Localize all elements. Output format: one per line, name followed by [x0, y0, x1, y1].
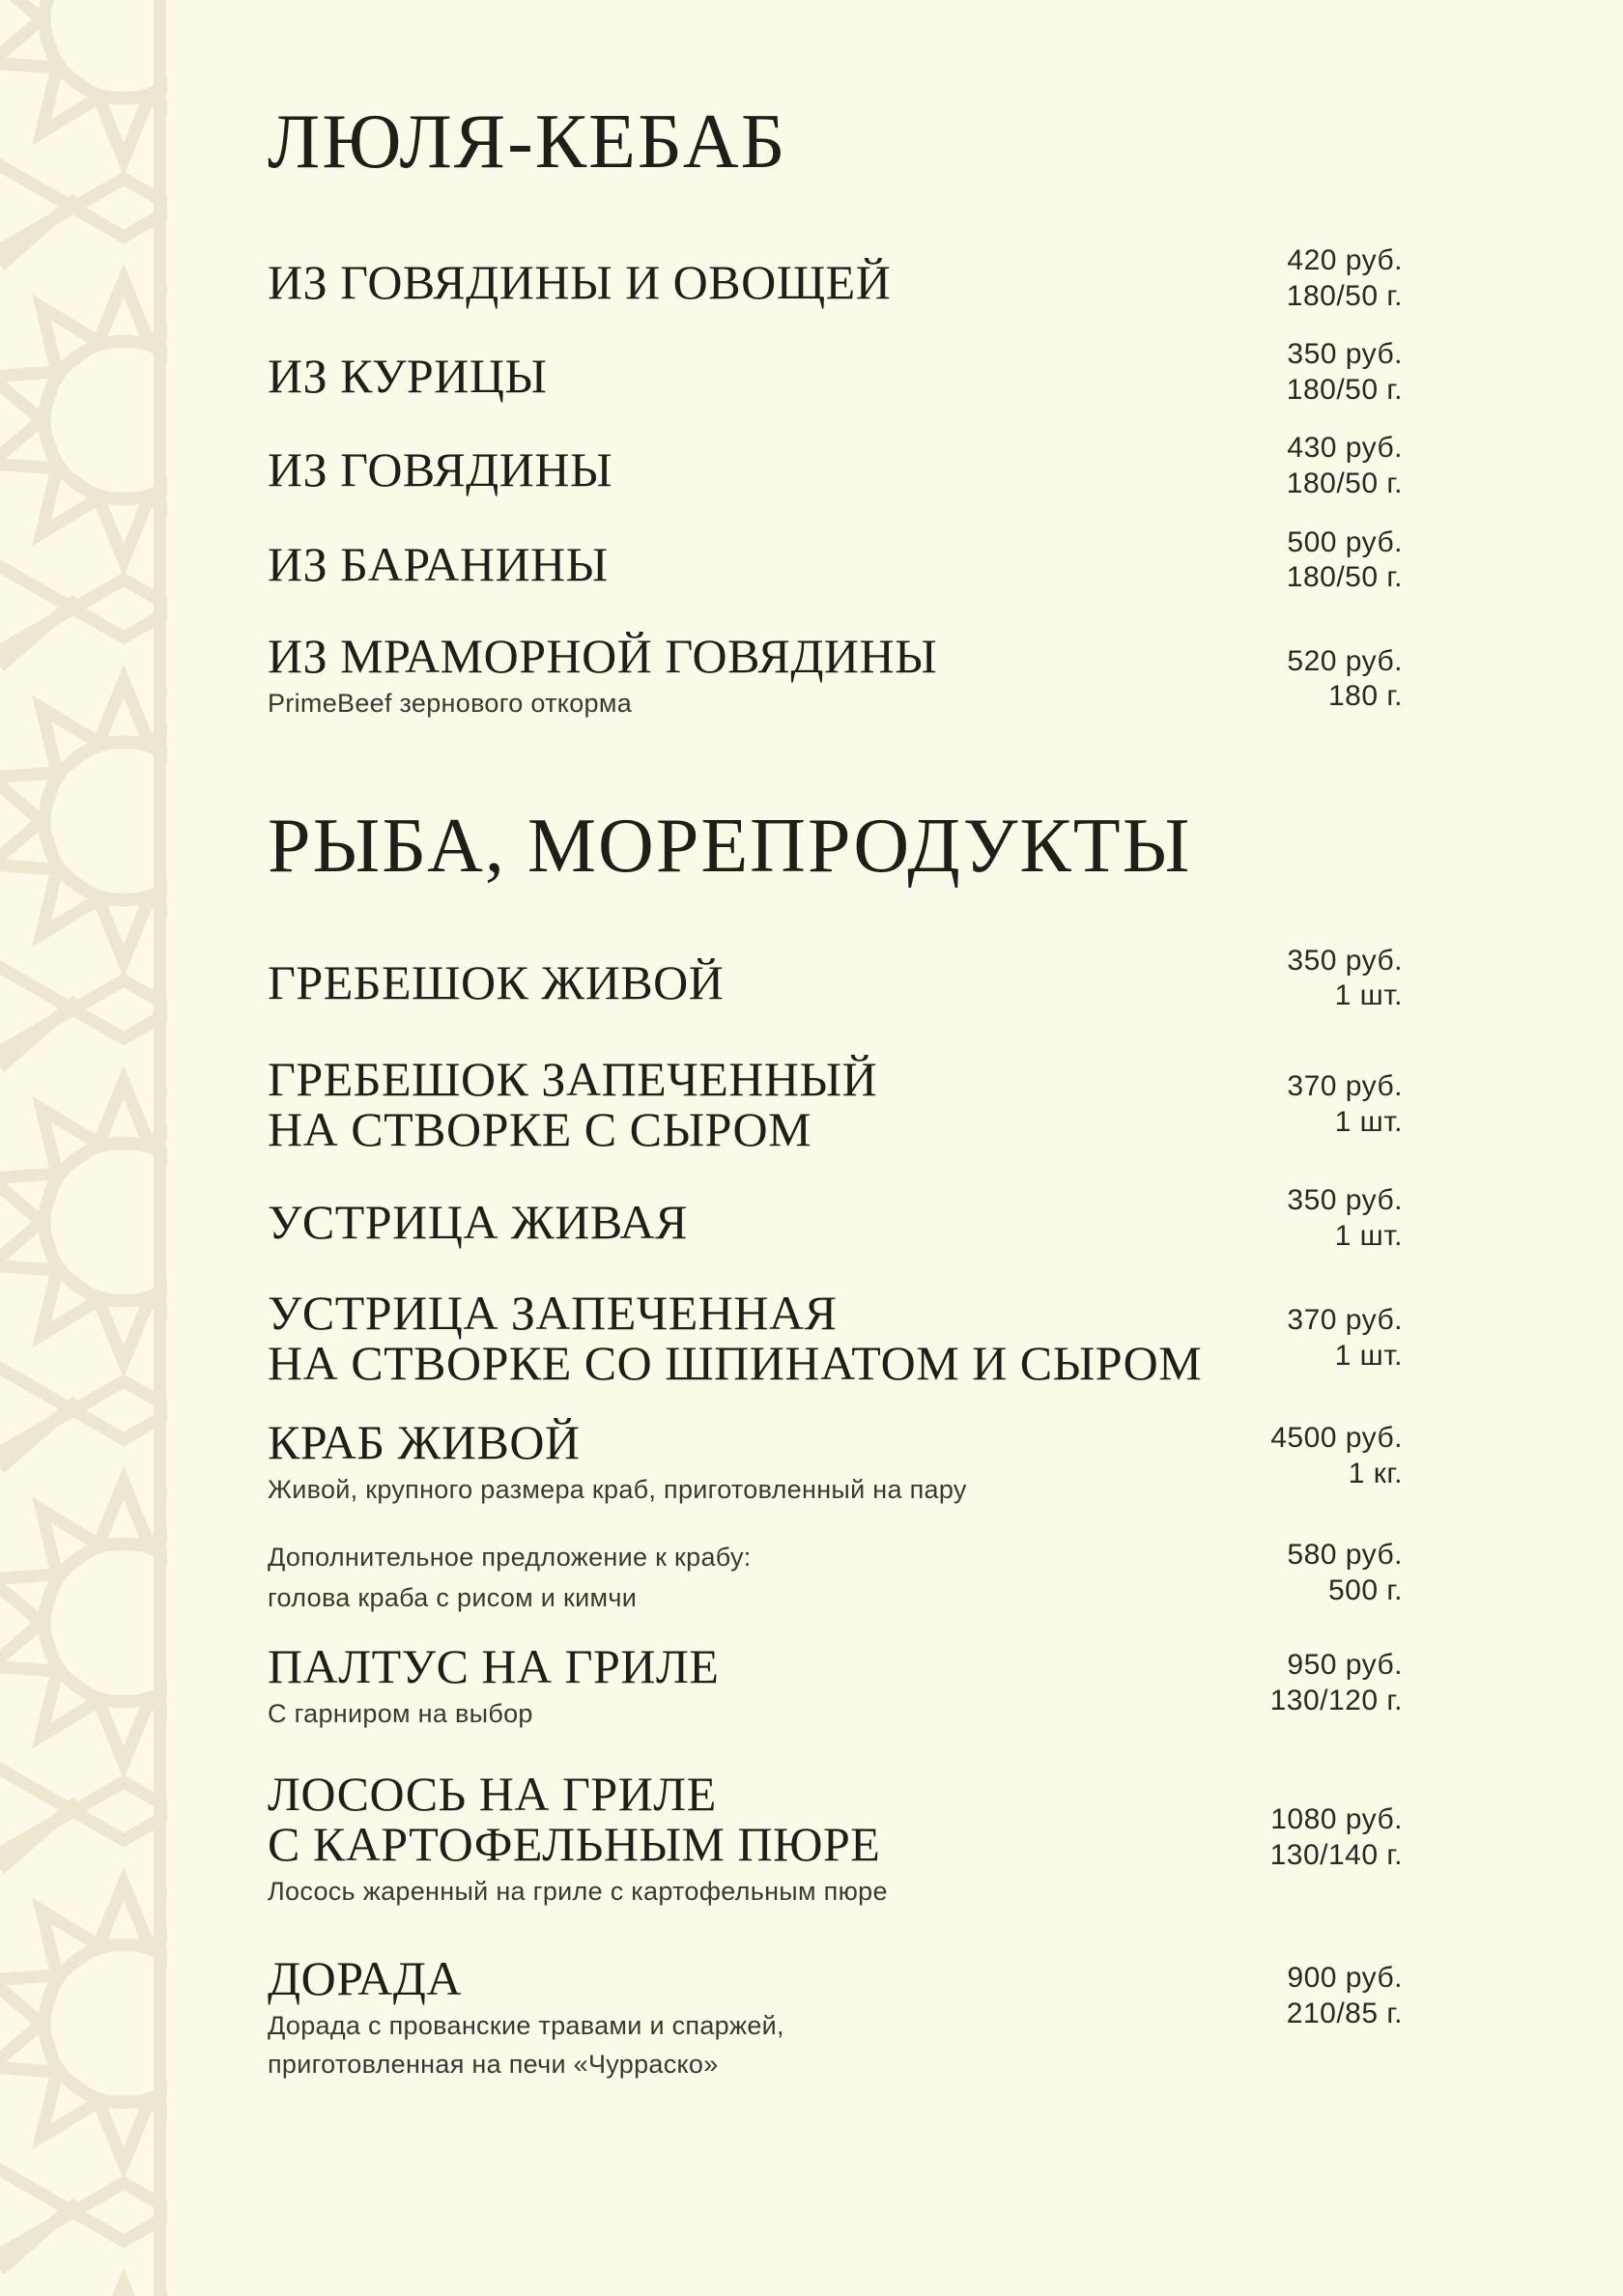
item-name-line: С КАРТОФЕЛЬНЫМ ПЮРЕ	[268, 1817, 881, 1872]
item-price: 430 руб.	[1287, 432, 1403, 465]
item-price-block	[1287, 431, 1403, 501]
item-description: С гарниром на выбор	[268, 1699, 533, 1729]
item-portion: 180 г.	[1327, 680, 1403, 713]
menu-item	[268, 1052, 1403, 1157]
item-price-block	[1287, 631, 1403, 715]
item-price-block	[1287, 944, 1403, 1014]
item-name: ИЗ МРАМОРНОЙ ГОВЯДИНЫ	[268, 628, 938, 683]
item-text	[268, 1953, 1287, 2083]
item-price-block	[1287, 1054, 1403, 1140]
item-portion: 180/50 г.	[1286, 561, 1403, 594]
item-description: PrimeBeef зернового откорма	[268, 688, 633, 718]
item-price-block	[1287, 337, 1403, 408]
item-price: 350 руб.	[1287, 338, 1403, 371]
item-description-line: Дорада с прованские травами и спаржей,	[268, 2011, 784, 2041]
menu-item	[268, 1183, 1403, 1254]
item-name: КРАБ ЖИВОЙ	[268, 1415, 581, 1470]
item-price: 370 руб.	[1287, 1070, 1403, 1103]
item-portion: 130/120 г.	[1269, 1684, 1403, 1716]
item-name	[268, 1767, 1232, 1872]
menu-item	[268, 1953, 1403, 2083]
menu-item	[268, 1286, 1403, 1391]
section-title-fish-seafood: РЫБА, МОРЕПРОДУКТЫ	[268, 803, 1192, 889]
item-note-line: голова краба с рисом и кимчи	[268, 1583, 638, 1613]
item-price: 4500 руб.	[1270, 1422, 1403, 1455]
item-portion: 210/85 г.	[1286, 1997, 1403, 2029]
item-text	[268, 1183, 1287, 1250]
item-text	[268, 1641, 1270, 1733]
item-price: 520 руб.	[1287, 644, 1403, 677]
item-text	[268, 628, 1287, 723]
item-price-block	[1287, 1953, 1403, 2031]
item-name-line: НА СТВОРКЕ СО ШПИНАТОМ И СЫРОМ	[268, 1336, 1203, 1391]
item-text	[268, 1286, 1287, 1391]
item-price-block	[1287, 1183, 1403, 1254]
item-name: УСТРИЦА ЖИВАЯ	[268, 1195, 688, 1250]
item-price: 350 руб.	[1287, 944, 1403, 977]
item-portion: 1 шт.	[1334, 979, 1403, 1012]
item-name: ИЗ КУРИЦЫ	[268, 349, 548, 404]
item-price: 420 руб.	[1287, 244, 1403, 276]
menu-item	[268, 525, 1403, 596]
item-price: 580 руб.	[1287, 1539, 1403, 1572]
menu-item	[268, 337, 1403, 408]
item-text	[268, 243, 1287, 307]
item-name-line: УСТРИЦА ЗАПЕЧЕННАЯ	[268, 1286, 838, 1341]
item-portion: 180/50 г.	[1286, 373, 1403, 406]
item-portion: 1 шт.	[1334, 1219, 1403, 1252]
item-portion: 130/140 г.	[1269, 1838, 1403, 1871]
menu-item	[268, 1641, 1403, 1733]
item-text	[268, 1052, 1287, 1157]
item-price: 1080 руб.	[1270, 1803, 1403, 1836]
item-name	[268, 1286, 1248, 1391]
item-name: ГРЕБЕШОК ЖИВОЙ	[268, 954, 725, 1009]
item-price: 370 руб.	[1287, 1304, 1403, 1337]
item-price: 350 руб.	[1287, 1184, 1403, 1217]
item-name: ДОРАДА	[268, 1951, 462, 2006]
item-description	[268, 2007, 1248, 2083]
item-text	[268, 1769, 1270, 1911]
item-price-block	[1287, 243, 1403, 314]
item-text	[268, 337, 1287, 404]
item-note	[268, 1538, 1248, 1619]
menu-item	[268, 1417, 1403, 1509]
item-note-line: Дополнительное предложение к крабу:	[268, 1543, 752, 1573]
menu-content	[268, 0, 1403, 2083]
item-name-line: НА СТВОРКЕ С СЫРОМ	[268, 1102, 812, 1157]
item-price-block	[1270, 1769, 1403, 1873]
item-portion: 180/50 г.	[1286, 467, 1403, 499]
item-portion: 1 шт.	[1334, 1105, 1403, 1138]
item-name: ИЗ ГОВЯДИНЫ И ОВОЩЕЙ	[268, 255, 892, 309]
item-price-block	[1287, 1288, 1403, 1374]
item-text	[268, 944, 1287, 1007]
section-title-lyulya-kebab: ЛЮЛЯ-КЕБАБ	[268, 99, 787, 184]
item-price-block	[1287, 525, 1403, 596]
item-name-line: ГРЕБЕШОК ЗАПЕЧЕННЫЙ	[268, 1052, 878, 1107]
item-name: ИЗ БАРАНИНЫ	[268, 536, 609, 591]
menu-item	[268, 243, 1403, 314]
item-price: 500 руб.	[1287, 525, 1403, 558]
item-text	[268, 1417, 1270, 1509]
item-price-block	[1287, 1538, 1403, 1608]
item-price: 950 руб.	[1287, 1649, 1403, 1682]
menu-item	[268, 1769, 1403, 1911]
item-portion: 1 кг.	[1348, 1457, 1403, 1489]
item-text	[268, 1538, 1287, 1619]
menu-item-note	[268, 1538, 1403, 1619]
item-name	[268, 1052, 1248, 1157]
menu-item	[268, 628, 1403, 723]
item-price: 900 руб.	[1287, 1962, 1403, 1995]
item-text	[268, 431, 1287, 495]
item-description-line: приготовленная на печи «Чурраско»	[268, 2049, 719, 2079]
item-description: Живой, крупного размера краб, приготовленный на пару	[268, 1475, 967, 1505]
item-price-block	[1270, 1417, 1403, 1491]
item-name-line: ЛОСОСЬ НА ГРИЛЕ	[268, 1767, 717, 1822]
menu-item	[268, 431, 1403, 501]
item-name: ПАЛТУС НА ГРИЛЕ	[268, 1639, 720, 1694]
arabesque-pattern	[0, 0, 167, 2296]
item-name: ИЗ ГОВЯДИНЫ	[268, 442, 613, 497]
menu-item	[268, 944, 1403, 1014]
item-text	[268, 525, 1287, 589]
item-portion: 180/50 г.	[1286, 279, 1403, 312]
item-portion: 500 г.	[1327, 1574, 1403, 1606]
item-portion: 1 шт.	[1334, 1339, 1403, 1372]
item-price-block	[1270, 1641, 1403, 1718]
item-description: Лосось жаренный на гриле с картофельным пюре	[268, 1877, 888, 1907]
